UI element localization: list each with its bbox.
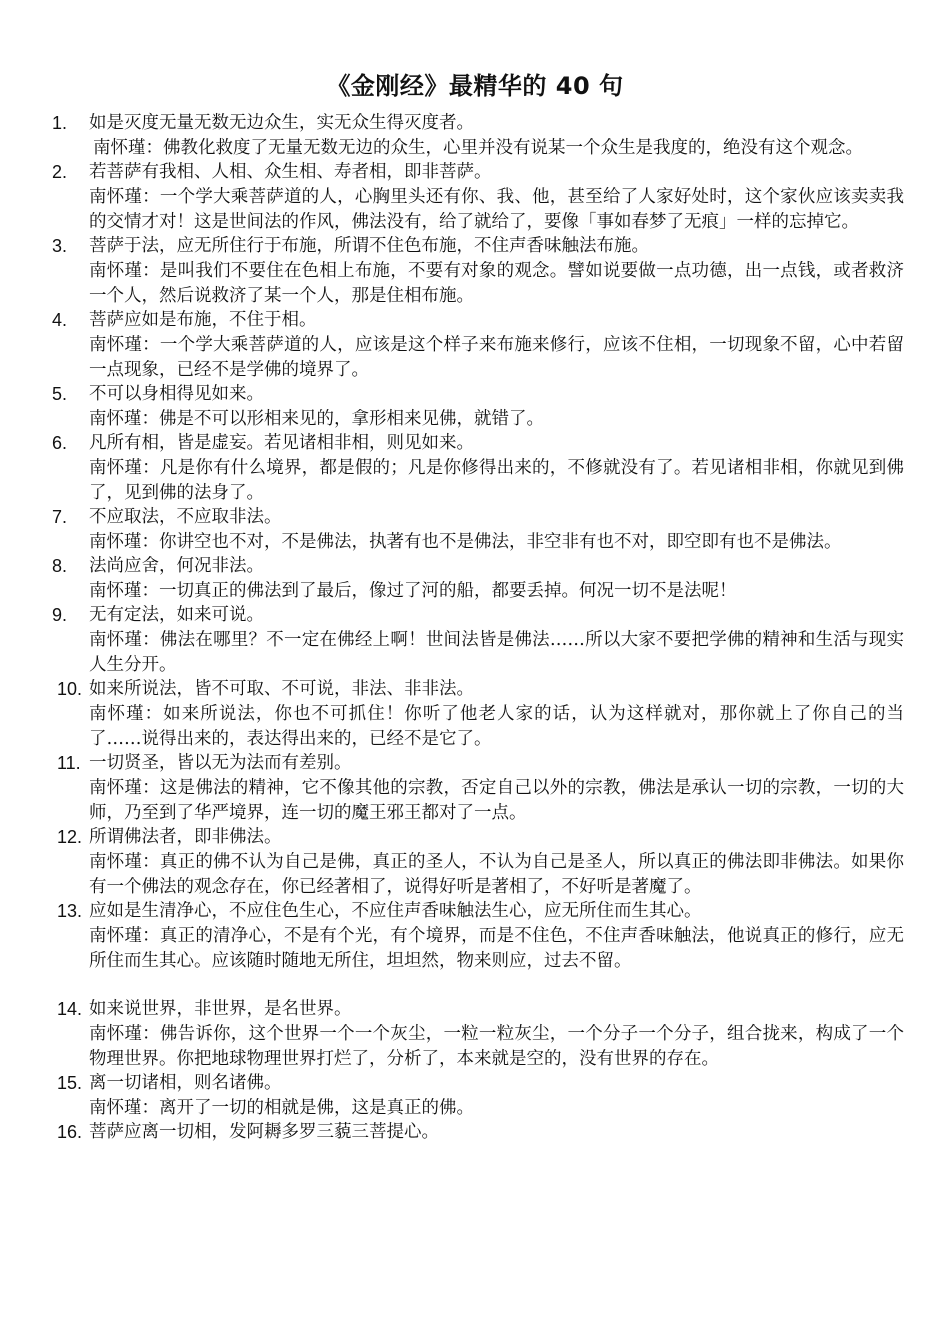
list-item xyxy=(52,1121,904,1144)
commentary-text: 南怀瑾：真正的佛不认为自己是佛，真正的圣人，不认为自己是圣人，所以真正的佛法即非佛法。如果你有一个佛法的观念存在，你已经著相了，说得好听是著相了，不好听是著魔了。 xyxy=(89,852,904,897)
list-item xyxy=(52,112,904,161)
commentary-text: 南怀瑾：你讲空也不对，不是佛法，执著有也不是佛法，非空非有也不对，即空即有也不是佛法。 xyxy=(89,532,842,552)
paragraph-spacer xyxy=(52,974,904,998)
quote-text: 无有定法，如来可说。 xyxy=(89,605,264,625)
commentary-text: 南怀瑾：真正的清净心，不是有个光，有个境界，而是不住色，不住声香味触法，他说真正的修行，应无所住而生其心。应该随时随地无所住，坦坦然，物来则应，过去不留。 xyxy=(89,926,904,971)
commentary-text: 南怀瑾：佛是不可以形相来见的，拿形相来见佛，就错了。 xyxy=(89,409,544,429)
commentary-text: 南怀瑾：是叫我们不要住在色相上布施，不要有对象的观念。譬如说要做一点功德，出一点钱，或者救济一个人，然后说救济了某一个人，那是住相布施。 xyxy=(89,261,904,306)
item-number: 7. xyxy=(52,507,68,527)
item-number: 10. xyxy=(57,679,83,699)
commentary-text: 南怀瑾：一个学大乘菩萨道的人，应该是这个样子来布施来修行，应该不住相，一切现象不留，心中若留一点现象，已经不是学佛的境界了。 xyxy=(89,335,904,380)
commentary-text: 南怀瑾：凡是你有什么境界，都是假的；凡是你修得出来的，不修就没有了。若见诸相非相，你就见到佛了，见到佛的法身了。 xyxy=(89,458,904,503)
item-number: 14. xyxy=(57,999,83,1019)
list-item xyxy=(52,309,904,383)
list-item xyxy=(52,900,904,974)
quote-text: 凡所有相，皆是虚妄。若见诸相非相，则见如来。 xyxy=(89,433,474,453)
list-item xyxy=(52,604,904,678)
item-number: 8. xyxy=(52,556,68,576)
commentary-text: 南怀瑾：离开了一切的相就是佛，这是真正的佛。 xyxy=(89,1098,474,1118)
sutra-quote-list xyxy=(52,112,904,1144)
list-item xyxy=(52,998,904,1072)
item-number: 13. xyxy=(57,901,83,921)
commentary-text: 南怀瑾：佛教化救度了无量无数无边的众生，心里并没有说某一个众生是我度的，绝没有这个观念。 xyxy=(93,138,863,158)
item-number: 12. xyxy=(57,827,83,847)
quote-text: 如来所说法，皆不可取、不可说，非法、非非法。 xyxy=(89,679,474,699)
quote-line xyxy=(52,506,904,529)
item-number: 16. xyxy=(57,1122,83,1142)
commentary-text: 南怀瑾：这是佛法的精神，它不像其他的宗教，否定自己以外的宗教，佛法是承认一切的宗教，一切的大师，乃至到了华严境界，连一切的魔王邪王都对了一点。 xyxy=(89,778,904,823)
quote-line xyxy=(52,826,904,849)
list-item xyxy=(52,235,904,309)
list-item xyxy=(52,506,904,555)
list-item xyxy=(52,383,904,432)
quote-line xyxy=(52,1121,904,1144)
item-number: 11. xyxy=(57,753,81,773)
commentary-text: 南怀瑾：佛法在哪里？不一定在佛经上啊！世间法皆是佛法……所以大家不要把学佛的精神和生活与现实人生分开。 xyxy=(89,630,904,675)
item-number: 15. xyxy=(57,1073,83,1093)
quote-line xyxy=(52,1072,904,1095)
quote-text: 如是灭度无量无数无边众生，实无众生得灭度者。 xyxy=(89,113,474,133)
item-number: 9. xyxy=(52,605,68,625)
list-item xyxy=(52,678,904,752)
quote-text: 不可以身相得见如来。 xyxy=(89,384,264,404)
list-item xyxy=(52,752,904,826)
item-number: 2. xyxy=(52,162,68,182)
quote-text: 如来说世界，非世界，是名世界。 xyxy=(89,999,352,1019)
item-number: 3. xyxy=(52,236,68,256)
quote-text: 菩萨应如是布施，不住于相。 xyxy=(89,310,317,330)
list-item xyxy=(52,555,904,604)
quote-text: 应如是生清净心，不应住色生心，不应住声香味触法生心，应无所住而生其心。 xyxy=(89,901,702,921)
quote-line xyxy=(52,555,904,578)
quote-text: 菩萨应离一切相，发阿耨多罗三藐三菩提心。 xyxy=(89,1122,439,1142)
quote-line xyxy=(52,161,904,184)
list-item xyxy=(52,161,904,235)
item-number: 5. xyxy=(52,384,68,404)
quote-line xyxy=(52,112,904,135)
quote-line xyxy=(52,752,904,775)
list-item xyxy=(52,1072,904,1121)
quote-line xyxy=(52,309,904,332)
quote-text: 离一切诸相，则名诸佛。 xyxy=(89,1073,282,1093)
quote-text: 若菩萨有我相、人相、众生相、寿者相，即非菩萨。 xyxy=(89,162,492,182)
list-item xyxy=(52,432,904,506)
commentary-text: 南怀瑾：佛告诉你，这个世界一个一个灰尘，一粒一粒灰尘，一个分子一个分子，组合拢来，构成了一个物理世界。你把地球物理世界打烂了，分析了，本来就是空的，没有世界的存在。 xyxy=(89,1024,904,1069)
quote-text: 菩萨于法，应无所住行于布施，所谓不住色布施，不住声香味触法布施。 xyxy=(89,236,649,256)
item-number: 4. xyxy=(52,310,68,330)
quote-line xyxy=(52,383,904,406)
quote-line xyxy=(52,900,904,923)
quote-text: 不应取法，不应取非法。 xyxy=(89,507,282,527)
list-item xyxy=(52,826,904,900)
quote-line xyxy=(52,604,904,627)
commentary-text: 南怀瑾：如来所说法，你也不可抓住！你听了他老人家的话，认为这样就对，那你就上了你自己的当了……说得出来的，表达得出来的，已经不是它了。 xyxy=(89,704,904,749)
quote-line xyxy=(52,678,904,701)
quote-line xyxy=(52,998,904,1021)
quote-text: 法尚应舍，何况非法。 xyxy=(89,556,264,576)
document-title: 《金刚经》最精华的 40 句 xyxy=(326,72,624,100)
quote-text: 所谓佛法者，即非佛法。 xyxy=(89,827,282,847)
commentary-text: 南怀瑾：一个学大乘菩萨道的人，心胸里头还有你、我、他，甚至给了人家好处时，这个家伙应该卖卖我的交情才对！这是世间法的作风，佛法没有，给了就给了，要像「事如春梦了无痕」一样的忘掉它。 xyxy=(89,187,904,232)
item-number: 6. xyxy=(52,433,68,453)
item-number: 1. xyxy=(52,113,68,133)
quote-text: 一切贤圣，皆以无为法而有差别。 xyxy=(89,753,352,773)
quote-line xyxy=(52,235,904,258)
commentary-text: 南怀瑾：一切真正的佛法到了最后，像过了河的船，都要丢掉。何况一切不是法呢！ xyxy=(89,581,737,601)
quote-line xyxy=(52,432,904,455)
